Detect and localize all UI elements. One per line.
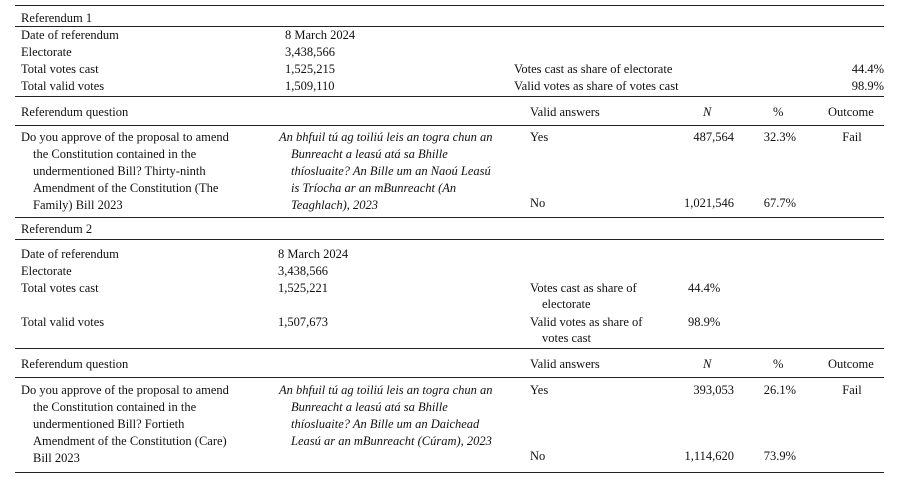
section-title: Referendum 2 (21, 222, 93, 236)
header-question: Referendum question (21, 357, 129, 371)
rule (15, 377, 884, 378)
share-valid-label: votes cast (542, 331, 591, 345)
header-n: N (703, 357, 712, 371)
yes-percent: 32.3% (763, 130, 796, 144)
question-en-line: Amendment of the Constitution (The (33, 181, 219, 195)
yes-percent: 26.1% (763, 383, 796, 397)
no-count: 1,021,546 (684, 196, 734, 210)
question-en-line: undermentioned Bill? Thirty-ninth (33, 164, 206, 178)
electorate-label: Electorate (21, 264, 72, 278)
question-en-line: the Constitution contained in the (33, 400, 197, 414)
electorate-label: Electorate (21, 45, 72, 59)
rule-top (15, 5, 884, 6)
answer-yes: Yes (530, 130, 549, 144)
date-label: Date of referendum (21, 28, 119, 42)
outcome: Fail (842, 130, 862, 144)
header-outcome: Outcome (828, 357, 874, 371)
share-valid-label: Valid votes as share of (530, 315, 643, 329)
rule (15, 125, 884, 126)
header-valid-answers: Valid answers (530, 357, 600, 371)
question-en-line: Do you approve of the proposal to amend (21, 383, 229, 397)
date-label: Date of referendum (21, 247, 119, 261)
question-ga-line: Bunreacht a leasú atá sa Bhille (291, 147, 448, 161)
section-title: Referendum 1 (21, 11, 93, 25)
rule (15, 239, 884, 240)
rule (15, 26, 884, 27)
header-outcome: Outcome (828, 105, 874, 119)
outcome: Fail (842, 383, 862, 397)
share-cast-label: Votes cast as share of electorate (514, 62, 673, 76)
header-pct: % (773, 357, 784, 371)
total-valid-label: Total valid votes (21, 315, 105, 329)
date-value: 8 March 2024 (285, 28, 356, 42)
answer-yes: Yes (530, 383, 549, 397)
date-value: 8 March 2024 (278, 247, 349, 261)
question-ga-line: Teaghlach), 2023 (291, 198, 379, 212)
total-valid-value: 1,507,673 (278, 315, 328, 329)
header-question: Referendum question (21, 105, 129, 119)
rule-bottom (15, 472, 884, 473)
question-en-line: Family) Bill 2023 (33, 198, 123, 212)
rule (15, 217, 884, 218)
question-en-line: Amendment of the Constitution (Care) (33, 434, 227, 448)
rule (15, 348, 884, 349)
answer-no: No (530, 449, 546, 463)
header-valid-answers: Valid answers (530, 105, 600, 119)
question-ga-line: An bhfuil tú ag toiliú leis an togra chun an (279, 383, 493, 397)
question-en-line: undermentioned Bill? Fortieth (33, 417, 185, 431)
header-pct: % (773, 105, 784, 119)
total-valid-value: 1,509,110 (285, 79, 335, 93)
share-valid-value: 98.9% (851, 79, 884, 93)
share-valid-label: Valid votes as share of votes cast (514, 79, 679, 93)
no-percent: 73.9% (763, 449, 796, 463)
share-cast-value: 44.4% (688, 281, 721, 295)
question-ga-line: Leasú ar an mBunreacht (Cúram), 2023 (291, 434, 492, 448)
question-en-line: Do you approve of the proposal to amend (21, 130, 229, 144)
share-cast-value: 44.4% (851, 62, 884, 76)
total-cast-label: Total votes cast (21, 281, 99, 295)
share-cast-label: Votes cast as share of (530, 281, 637, 295)
share-valid-value: 98.9% (688, 315, 721, 329)
question-ga-line: thíosluaite? An Bille um an Naoú Leasú (291, 164, 491, 178)
question-en-line: Bill 2023 (33, 451, 80, 465)
question-ga-line: thíosluaite? An Bille um an Daichead (291, 417, 480, 431)
question-en-line: the Constitution contained in the (33, 147, 197, 161)
total-valid-label: Total valid votes (21, 79, 105, 93)
total-cast-label: Total votes cast (21, 62, 99, 76)
rule (15, 96, 884, 97)
total-cast-value: 1,525,215 (285, 62, 335, 76)
question-ga-line: Bunreacht a leasú atá sa Bhille (291, 400, 448, 414)
no-percent: 67.7% (763, 196, 796, 210)
electorate-value: 3,438,566 (285, 45, 335, 59)
question-ga-line: An bhfuil tú ag toiliú leis an togra chun an (279, 130, 493, 144)
no-count: 1,114,620 (684, 449, 734, 463)
header-n: N (703, 105, 712, 119)
yes-count: 393,053 (693, 383, 734, 397)
total-cast-value: 1,525,221 (278, 281, 328, 295)
yes-count: 487,564 (693, 130, 734, 144)
question-ga-line: is Tríocha ar an mBunreacht (An (291, 181, 457, 195)
electorate-value: 3,438,566 (278, 264, 328, 278)
share-cast-label: electorate (542, 297, 591, 311)
answer-no: No (530, 196, 546, 210)
